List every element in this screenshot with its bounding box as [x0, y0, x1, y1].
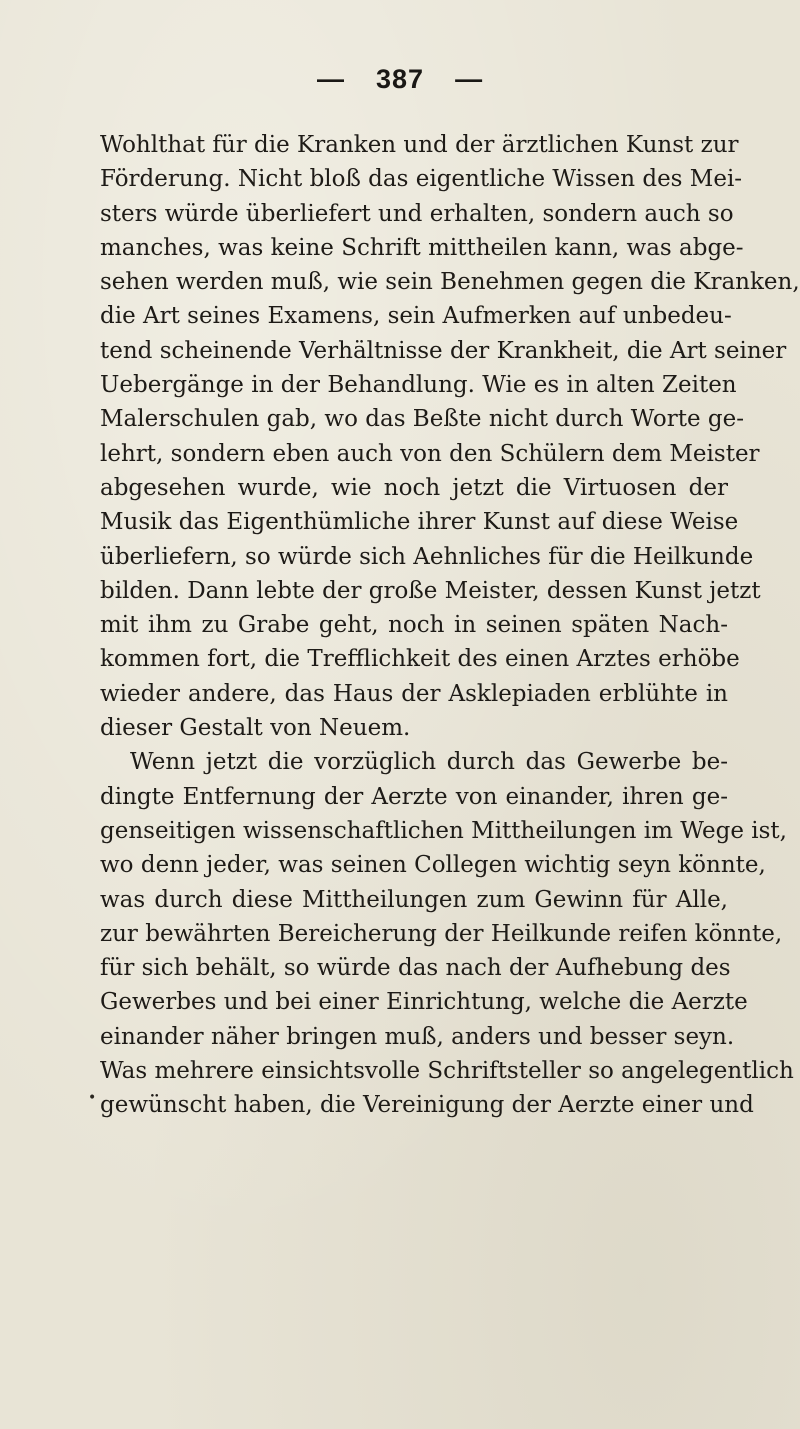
text-line: Förderung. Nicht bloß das eigentliche Wissen des Mei-: [100, 166, 743, 193]
text-line: zur bewährten Bereicherung der Heilkunde reifen könnte,: [100, 920, 783, 947]
text-line: gewünscht haben, die Vereinigung der Aerzte einer und: [100, 1092, 754, 1119]
text-line: Musik das Eigenthümliche ihrer Kunst auf diese Weise: [100, 509, 739, 536]
header-dash-left: —: [316, 64, 345, 94]
text-line: abgesehen wurde, wie noch jetzt die Virtuosen der: [100, 474, 728, 501]
text-line: sters würde überliefert und erhalten, sondern auch so: [100, 200, 734, 227]
text-line: lehrt, sondern eben auch von den Schülern dem Meister: [100, 440, 760, 467]
body-text: [100, 128, 800, 1123]
text-line: Wohlthat für die Kranken und der ärztlichen Kunst zur: [100, 132, 739, 158]
text-line: dingte Entfernung der Aerzte von einander, ihren ge-: [100, 783, 728, 810]
text-line: wieder andere, das Haus der Asklepiaden erblühte in: [100, 680, 728, 707]
text-line: Malerschulen gab, wo das Beßte nicht durch Worte ge-: [100, 406, 744, 433]
margin-dot-mark: •: [88, 1090, 97, 1106]
text-line: mit ihm zu Grabe geht, noch in seinen späten Nach-: [100, 612, 728, 639]
text-line: bilden. Dann lebte der große Meister, dessen Kunst jetzt: [100, 577, 761, 604]
text-line: manches, was keine Schrift mittheilen kann, was abge-: [100, 234, 744, 261]
text-line: für sich behält, so würde das nach der Aufhebung des: [100, 955, 731, 982]
text-line: tend scheinende Verhältnisse der Krankheit, die Art seiner: [100, 337, 787, 364]
text-line: die Art seines Examens, sein Aufmerken auf unbedeu-: [100, 303, 732, 330]
page-header: [0, 64, 800, 95]
text-line: was durch diese Mittheilungen zum Gewinn für Alle,: [100, 886, 728, 913]
paragraph-start-line: Wenn jetzt die vorzüglich durch das Gewerbe be-: [130, 749, 728, 776]
text-line: einander näher bringen muß, anders und besser seyn.: [100, 1023, 735, 1050]
text-line: kommen fort, die Trefflichkeit des einen Arztes erhöbe: [100, 646, 740, 673]
text-line: überliefern, so würde sich Aehnliches für die Heilkunde: [100, 543, 754, 570]
text-line: genseitigen wissenschaftlichen Mittheilungen im Wege ist,: [100, 817, 787, 844]
page-number: 387: [375, 64, 425, 94]
text-line: sehen werden muß, wie sein Benehmen gegen die Kranken,: [100, 269, 800, 296]
text-line: Gewerbes und bei einer Einrichtung, welche die Aerzte: [100, 989, 748, 1016]
text-line: wo denn jeder, was seinen Collegen wichtig seyn könnte,: [100, 852, 766, 879]
text-line: Was mehrere einsichtsvolle Schriftsteller so angelegentlich: [100, 1058, 794, 1085]
header-dash-right: —: [455, 64, 484, 94]
paragraph-end-line: dieser Gestalt von Neuem.: [100, 715, 411, 742]
text-line: Uebergänge in der Behandlung. Wie es in alten Zeiten: [100, 372, 737, 399]
